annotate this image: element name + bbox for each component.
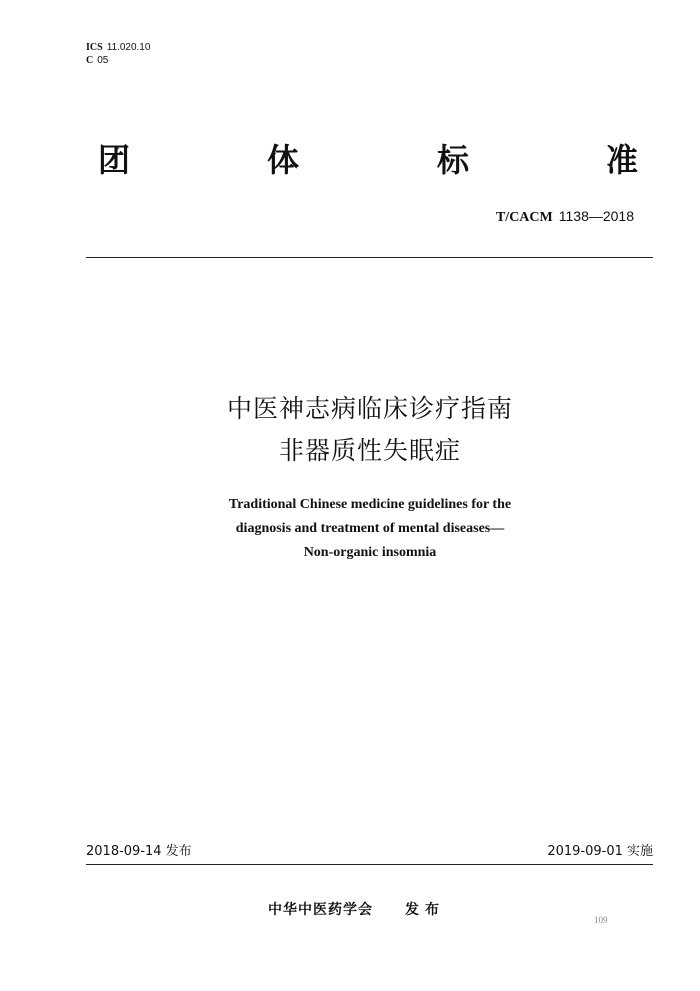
standard-type-char-3: 标	[437, 141, 470, 179]
publisher	[268, 901, 445, 919]
publisher-name: 中华中医药学会	[268, 902, 373, 918]
standard-type-char-1: 团	[98, 141, 131, 179]
title-cn-line-1: 中医神志病临床诊疗指南	[226, 394, 513, 423]
ccs-code-line	[86, 54, 150, 67]
ics-code-line	[86, 41, 150, 54]
header-divider	[86, 257, 653, 258]
ccs-label: C	[86, 55, 94, 66]
standard-type-char-4: 准	[606, 141, 639, 179]
ics-code: 11.020.10	[106, 42, 151, 53]
publisher-action: 发布	[405, 902, 445, 918]
title-en-line-3: Non-organic insomnia	[303, 545, 437, 560]
title-en-line-1: Traditional Chinese medicine guidelines for the	[228, 497, 512, 512]
page-number: 109	[594, 915, 608, 925]
footer-divider	[86, 864, 653, 865]
title-en-line-2: diagnosis and treatment of mental diseases—	[235, 521, 505, 536]
classification-codes	[86, 41, 150, 67]
standard-number	[496, 207, 634, 227]
standard-number-prefix: T/CACM	[495, 210, 553, 225]
title-cn-line-2: 非器质性失眠症	[278, 436, 461, 465]
ics-label: ICS	[86, 42, 103, 53]
standard-number-value: 1138—2018	[558, 208, 634, 224]
issue-date: 2018-09-14 发布	[86, 844, 192, 859]
ccs-code: 05	[97, 55, 109, 66]
standard-type-char-2: 体	[267, 141, 300, 179]
implementation-date: 2019-09-01 实施	[547, 844, 653, 859]
